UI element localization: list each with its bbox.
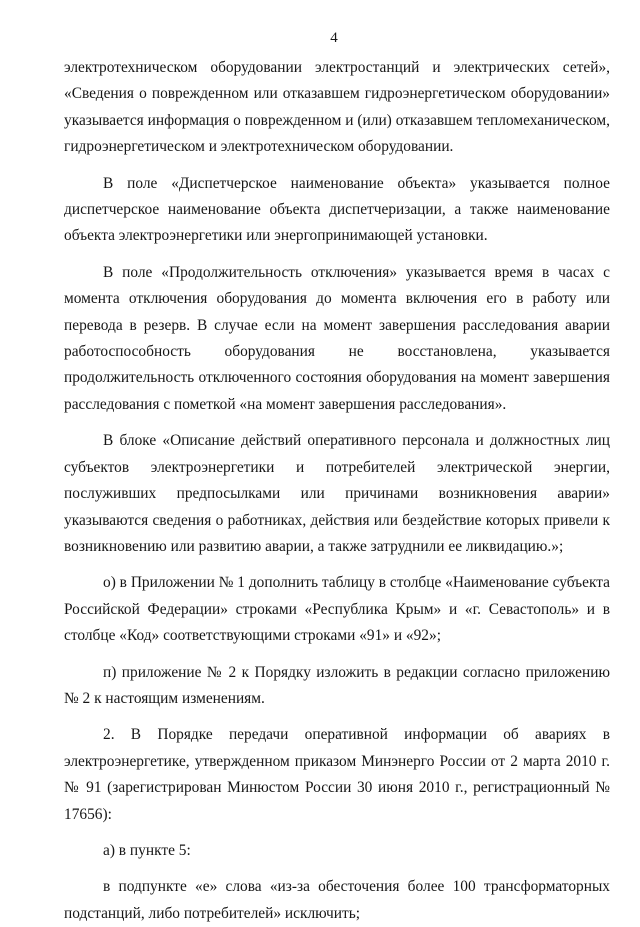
paragraph-subitem-e: в подпункте «е» слова «из-за обесточения более 100 трансформаторных подстанций, либо потребителей» исключить;	[64, 878, 610, 922]
paragraph-item-p: п) приложение № 2 к Порядку изложить в редакции согласно приложению № 2 к настоящим изменениям.	[64, 663, 610, 707]
paragraph-dispatch-name: В поле «Диспетчерское наименование объекта» указывается полное диспетчерское наименование объекта диспетчеризации, а также наименование объекта электроэнергетики или энергопринимающей установки.	[64, 174, 610, 245]
paragraph-personnel-actions: В блоке «Описание действий оперативного персонала и должностных лиц субъектов электроэнергетики и потребителей электрической энергии, послуживших предпосылками или причинами возникновения аварии» указываются сведения о работниках, действия или бездействие которых привели к возникновению или развитию аварии, а также затруднили ее ликвидацию.»;	[64, 432, 610, 555]
document-body	[64, 55, 610, 927]
paragraph-section-2: 2. В Порядке передачи оперативной информации об авариях в электроэнергетике, утвержденном приказом Минэнерго России от 2 марта 2010 г. № 91 (зарегистрирован Минюстом России 30 июня 2010 г., регистрационный № 17656):	[64, 726, 610, 823]
paragraph-item-o: о) в Приложении № 1 дополнить таблицу в столбце «Наименование субъекта Российской Федерации» строками «Республика Крым» и «г. Севастополь» и в столбце «Код» соответствующими строками «91» и «92»;	[64, 574, 610, 645]
paragraph-item-a: а) в пункте 5:	[103, 841, 191, 859]
paragraph-equipment-info: электротехническом оборудовании электростанций и электрических сетей», «Сведения о поврежденном или отказавшем гидроэнергетическом оборудовании» указывается информация о поврежденном и (или) отказавшем тепломеханическом, гидроэнергетическом и электротехническом оборудовании.	[64, 59, 610, 156]
page-number: 4	[330, 30, 338, 46]
paragraph-outage-duration: В поле «Продолжительность отключения» указывается время в часах с момента отключения оборудования до момента включения его в работу или перевода в резерв. В случае если на момент завершения расследования аварии работоспособность оборудования не восстановлена, указывается продолжительность отключенного состояния оборудования на момент завершения расследования с пометкой «на момент завершения расследования».	[64, 263, 610, 413]
